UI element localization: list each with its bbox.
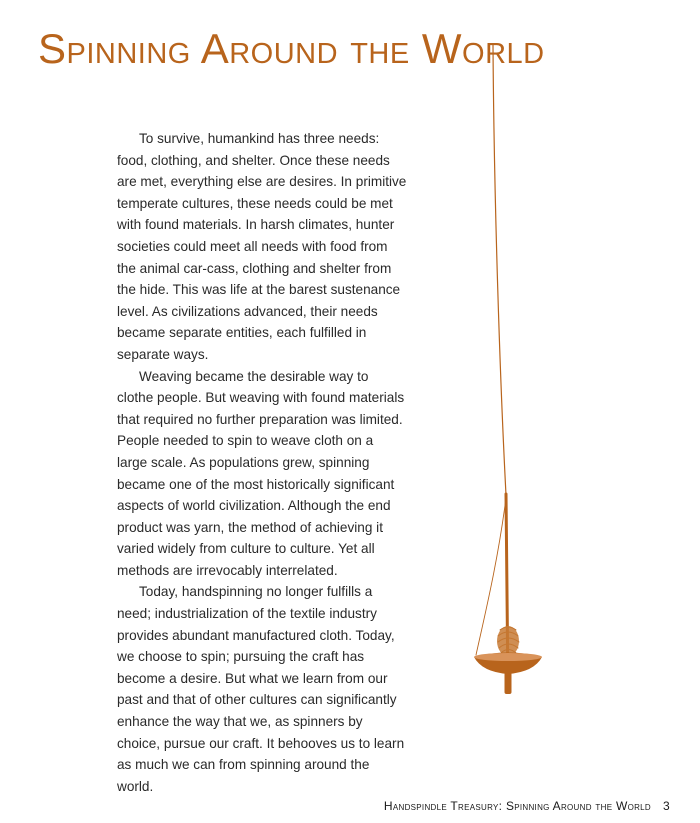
body-text bbox=[117, 128, 407, 797]
paragraph-2: Weaving became the desirable way to clothe people. But weaving with found materials that required no further preparation was limited. People needed to spin to weave cloth on a large scale. As populations grew, spinning became one of the most historically significant aspects of world civilization. Although the end product was yarn, the method of achieving it varied widely from culture to culture. Yet all methods are irrevocably interrelated. bbox=[117, 368, 405, 578]
paragraph-1: To survive, humankind has three needs: food, clothing, and shelter. Once these needs are met, everything else are desires. In primitive temperate cultures, these needs could be met with found materials. In harsh climates, hunter societies could meet all needs with food from the animal car-cass, clothing and shelter from the hide. This was life at the barest sustenance level. As civilizations advanced, their needs became separate entities, each fulfilled in separate ways. bbox=[117, 131, 407, 362]
drop-spindle-icon bbox=[470, 0, 550, 700]
page-title: Spinning Around the World bbox=[38, 25, 545, 72]
page-footer bbox=[384, 799, 670, 813]
page-number: 3 bbox=[663, 799, 670, 813]
paragraph-3: Today, handspinning no longer fulfills a need; industrialization of the textile industry provides abundant manufactured cloth. Today, we choose to spin; pursuing the craft has become a desire. But what we learn from our past and that of other cultures can significantly enhance the way that we, as spinners by choice, pursue our craft. It behooves us to learn as much we can from spinning around the world. bbox=[117, 584, 405, 794]
running-title: Handspindle Treasury: Spinning Around the World bbox=[383, 799, 652, 813]
